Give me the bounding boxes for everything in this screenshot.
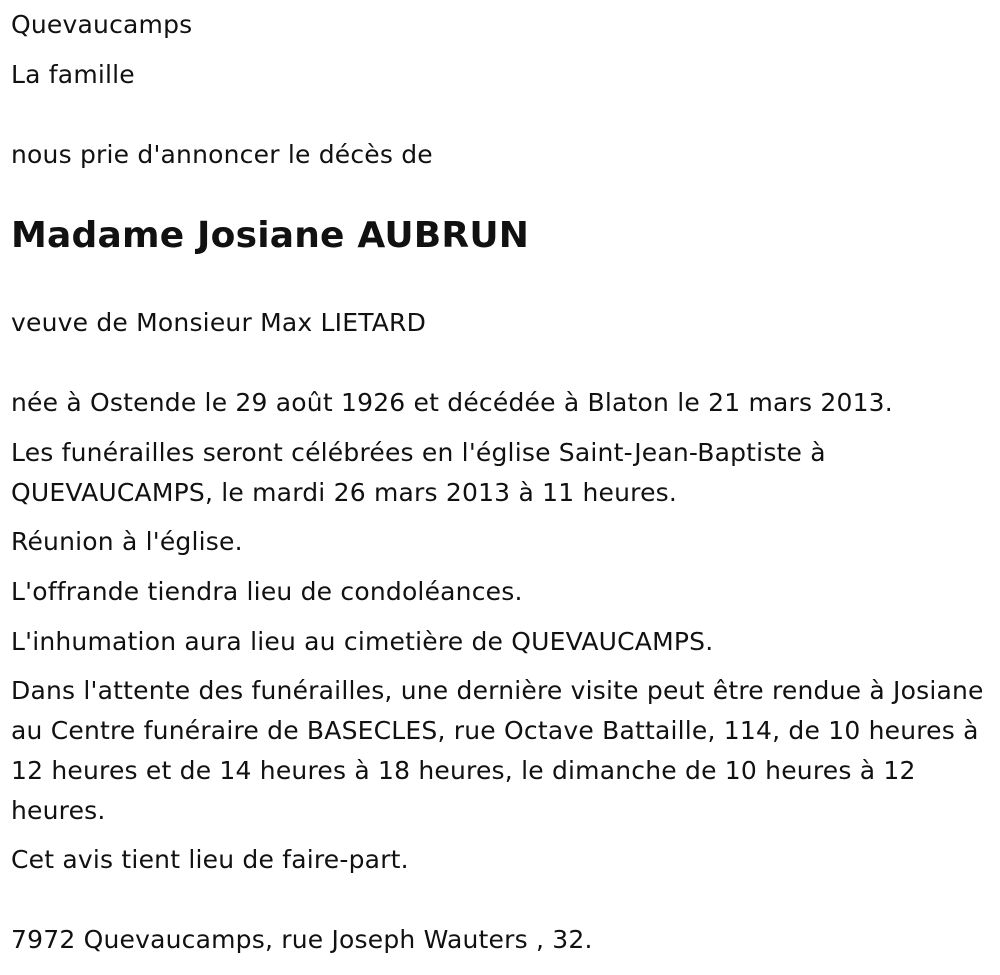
visit-paragraph: Dans l'attente des funérailles, une dernière visite peut être rendue à Josiane au Centre funéraire de BASECLES, rue Octave Battaille, 114, de 10 heures à 12 heures et de 14 heures à 18 heures, le dimanche de 10 heures à 12 heures.	[11, 676, 984, 825]
spouse-line: veuve de Monsieur Max LIETARD	[11, 308, 427, 337]
address-line: 7972 Quevaucamps, rue Joseph Wauters , 32.	[11, 925, 593, 954]
funeral-paragraph: Les funérailles seront célébrées en l'église Saint-Jean-Baptiste à QUEVAUCAMPS, le mardi 26 mars 2013 à 11 heures.	[11, 438, 826, 507]
notice-line: Cet avis tient lieu de faire-part.	[11, 845, 409, 874]
town-name: Quevaucamps	[11, 10, 193, 39]
birth-death-line: née à Ostende le 29 août 1926 et décédée à Blaton le 21 mars 2013.	[11, 388, 893, 417]
deceased-name: Madame Josiane AUBRUN	[11, 215, 530, 256]
burial-line: L'inhumation aura lieu au cimetière de QUEVAUCAMPS.	[11, 627, 714, 656]
family-label: La famille	[11, 60, 135, 89]
meeting-line: Réunion à l'église.	[11, 527, 243, 556]
offering-line: L'offrande tiendra lieu de condoléances.	[11, 577, 523, 606]
announcement-text: nous prie d'annoncer le décès de	[11, 140, 433, 169]
